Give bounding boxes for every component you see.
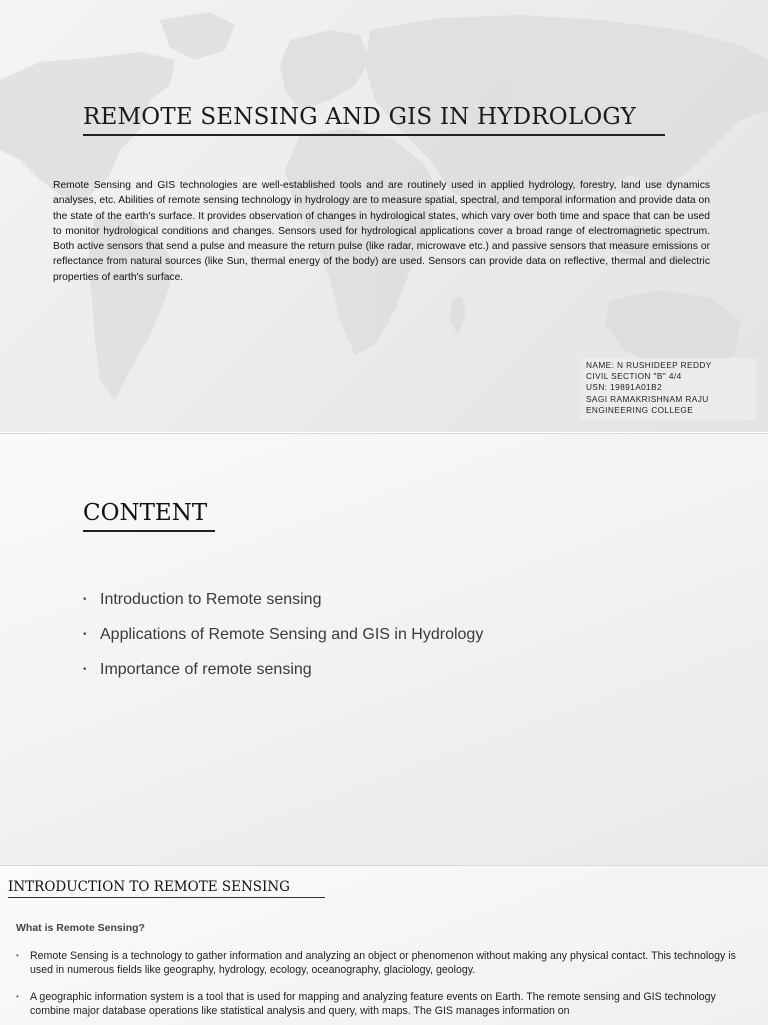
author-section: CIVIL SECTION "B" 4/4 — [586, 371, 682, 382]
content-list-item — [83, 617, 483, 652]
author-college-line-2: ENGINEERING COLLEGE — [586, 404, 694, 415]
bullet-icon: • — [83, 664, 87, 675]
introduction-bullet — [16, 949, 746, 977]
title-slide — [0, 0, 768, 432]
title-underline — [83, 134, 665, 136]
bullet-text: A geographic information system is a tool that is used for mapping and analyzing feature events on Earth. The remote sensing and GIS technology combine major database operations like statistical analysis and query, with maps. The GIS manages information on — [30, 991, 716, 1017]
bullet-text: Remote Sensing is a technology to gather information and analyzing an object or phenomenon without making any physical contact. This technology is used in numerous fields like geography, hydrology, ecology, oceanography, glaciology, geology. — [30, 950, 736, 976]
bullet-icon: • — [16, 992, 19, 1001]
introduction-slide — [0, 865, 768, 1025]
intro-paragraph: Remote Sensing and GIS technologies are well-established tools and are routinely used in applied hydrology, forestry, land use dynamics analyses, etc. Abilities of remote sensing technology in hydrology are to measure spatial, spectral, and temporal information and provide data on the state of the earth's surface. It provides observation of changes in hydrological states, which vary over both time and space that can be used to monitor hydrological conditions and changes. Sensors used for hydrological applications cover a broad range of electromagnetic spectrum. Both active sensors that send a pulse and measure the return pulse (like radar, microwave etc.) and passive sensors that measure emissions or reflectance from natural sources (like Sun, thermal energy of the body) are used. Sensors can provide data on reflective, thermal and dielectric properties of earth's surface. — [53, 180, 710, 283]
introduction-bullet — [16, 990, 746, 1018]
introduction-bullets — [16, 949, 746, 1025]
content-item-label: Applications of Remote Sensing and GIS in Hydrology — [100, 625, 484, 643]
author-info-box — [580, 358, 756, 420]
content-list — [83, 582, 483, 687]
slide-title: REMOTE SENSING AND GIS IN HYDROLOGY — [83, 104, 636, 130]
content-heading-underline — [83, 530, 215, 532]
introduction-heading-underline — [8, 897, 325, 898]
author-college-line-1: SAGI RAMAKRISHNAM RAJU — [586, 393, 709, 404]
bullet-icon: • — [16, 951, 19, 960]
author-name: NAME: N RUSHIDEEP REDDY — [586, 360, 712, 370]
content-list-item — [83, 582, 483, 617]
bullet-icon: • — [83, 629, 87, 640]
bullet-icon: • — [83, 594, 87, 605]
introduction-heading: INTRODUCTION TO REMOTE SENSING — [8, 879, 290, 895]
content-heading: CONTENT — [83, 500, 208, 526]
introduction-subheading: What is Remote Sensing? — [16, 922, 145, 934]
content-item-label: Importance of remote sensing — [100, 660, 312, 678]
author-usn: USN: 19891A01B2 — [586, 382, 663, 393]
content-list-item — [83, 652, 483, 687]
content-slide — [0, 433, 768, 865]
content-item-label: Introduction to Remote sensing — [100, 590, 322, 608]
